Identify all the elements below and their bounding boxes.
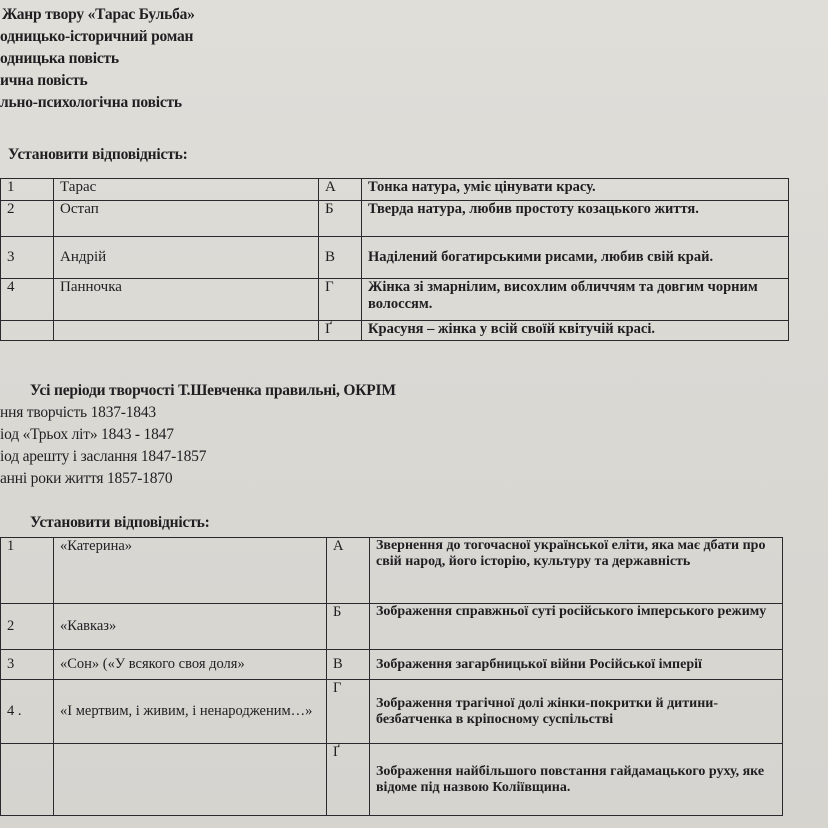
row-letter: Б [319, 201, 362, 237]
row-number [1, 744, 54, 816]
row-name: «Кавказ» [54, 604, 327, 650]
row-description: Тверда натура, любив простоту козацького життя. [362, 201, 789, 237]
row-number: 4 . [1, 680, 54, 744]
row-name [54, 321, 319, 341]
genre-option-3: ична повість [0, 72, 88, 89]
row-description: Жінка зі змарнілим, висохлим обличчям та довгим чорним волоссям. [362, 279, 789, 321]
row-letter: Г [327, 680, 370, 744]
row-letter: А [319, 179, 362, 201]
row-number: 1 [1, 179, 54, 201]
row-description: Звернення до тогочасної української еліти, яка має дбати про свій народ, його історію, культуру та державність [370, 538, 783, 604]
row-letter: Г [319, 279, 362, 321]
match-table-characters [0, 178, 789, 341]
table-row [1, 237, 789, 279]
table-row [1, 604, 783, 650]
match-heading-1: Установити відповідність: [8, 146, 188, 163]
table-row [1, 321, 789, 341]
question-periods-heading: Усі періоди творчості Т.Шевченка правильні, ОКРІМ [30, 382, 396, 399]
row-number: 1 [1, 538, 54, 604]
table-row [1, 650, 783, 680]
row-description: Красуня – жінка у всій своїй квітучій красі. [362, 321, 789, 341]
table-row [1, 179, 789, 201]
genre-option-4: льно-психологічна повість [0, 94, 182, 111]
table-row [1, 538, 783, 604]
row-name: Остап [54, 201, 319, 237]
row-name: Тарас [54, 179, 319, 201]
row-name [54, 744, 327, 816]
row-number: 4 [1, 279, 54, 321]
genre-option-2: одницька повість [0, 50, 119, 67]
match-heading-2: Установити відповідність: [30, 514, 210, 531]
row-letter: В [319, 237, 362, 279]
period-option-2: іод «Трьох літ» 1843 - 1847 [0, 426, 174, 443]
period-option-3: іод арешту і заслання 1847-1857 [0, 448, 207, 465]
row-number: 3 [1, 650, 54, 680]
row-description: Зображення трагічної долі жінки-покритки й дитини-безбатченка в кріпосному суспільстві [370, 680, 783, 744]
row-name: «Сон» («У всякого своя доля» [54, 650, 327, 680]
row-description: Наділений богатирськими рисами, любив свій край. [362, 237, 789, 279]
row-description: Зображення найбільшого повстання гайдамацького руху, яке відоме під назвою Коліївщина. [370, 744, 783, 816]
genre-option-1: одницько-історичний роман [0, 28, 194, 45]
row-description: Зображення загарбницької війни Російської імперії [370, 650, 783, 680]
table-row [1, 744, 783, 816]
row-letter: Ґ [327, 744, 370, 816]
row-letter: А [327, 538, 370, 604]
period-option-1: ння творчість 1837-1843 [0, 404, 156, 421]
row-letter: Ґ [319, 321, 362, 341]
row-number: 3 [1, 237, 54, 279]
row-letter: В [327, 650, 370, 680]
period-option-4: анні роки життя 1857-1870 [0, 470, 173, 487]
row-name: «Катерина» [54, 538, 327, 604]
match-table-poems [0, 537, 783, 816]
table-row [1, 279, 789, 321]
row-number: 2 [1, 201, 54, 237]
row-letter: Б [327, 604, 370, 650]
table-row [1, 201, 789, 237]
row-name: Андрій [54, 237, 319, 279]
table-row [1, 680, 783, 744]
row-number: 2 [1, 604, 54, 650]
row-number [1, 321, 54, 341]
question-genre-heading: Жанр твору «Тарас Бульба» [2, 6, 195, 23]
row-description: Тонка натура, уміє цінувати красу. [362, 179, 789, 201]
row-name: «І мертвим, і живим, і ненародженим…» [54, 680, 327, 744]
row-name: Панночка [54, 279, 319, 321]
row-description: Зображення справжньої суті російського імперського режиму [370, 604, 783, 650]
